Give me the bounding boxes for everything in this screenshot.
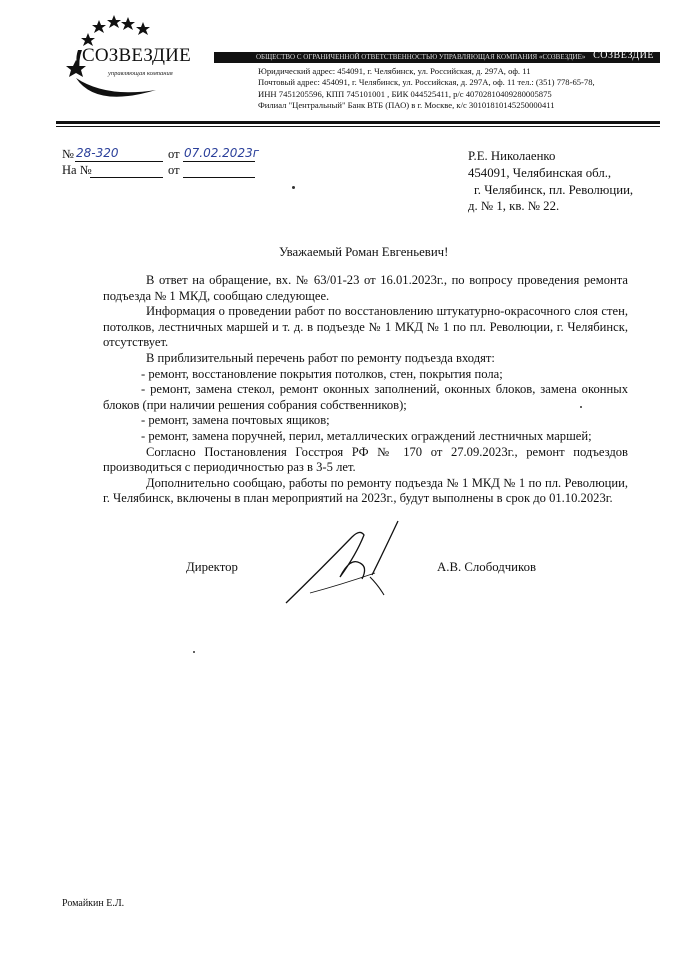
scan-speck [193, 651, 195, 653]
postal-address: Почтовый адрес: 454091, г. Челябинск, ул. Российская, д. 297А, оф. 11 тел.: (351) 778-65-78, [258, 77, 595, 88]
outgoing-date-label: от [168, 147, 180, 161]
paragraph-plan: Дополнительно сообщаю, работы по ремонту подъезда № 1 МКД № 1 по пл. Революции, г. Челябинск, включены в план мероприятий на 2023г., будут выполнены в срок до 01.10.2023г. [103, 475, 628, 506]
paragraph-list-intro: В приблизительный перечень работ по ремонту подъезда входят: [146, 350, 495, 365]
scan-speck [292, 186, 295, 189]
company-name-band [214, 52, 660, 63]
signatory-title: Директор [186, 560, 238, 574]
reference-date-line [183, 177, 255, 178]
paragraph-info: Информация о проведении работ по восстановлению штукатурно-окрасочного слоя стен, потолков, лестничных маршей и т. д. в подъезде № 1 МКД № 1 по пл. Революции, г. Челябинск, отсутствует. [103, 304, 628, 350]
outgoing-number-line [75, 161, 163, 162]
bank-details: Филиал "Центральный" Банк ВТБ (ПАО) в г. Москве, к/с 30101810145250000411 [258, 99, 555, 110]
company-requisites [258, 66, 595, 111]
addressee-block [468, 148, 633, 215]
list-item: - ремонт, восстановление покрытия потолков, стен, покрытия пола; [141, 366, 503, 381]
list-item: - ремонт, замена поручней, перил, металлических ограждений лестничных маршей; [141, 428, 592, 443]
list-item: - ремонт, замена стекол, ремонт оконных заполнений, оконных блоков, замена оконных блоков (при наличии решения собрания собственников); [103, 382, 628, 412]
reference-number-line [90, 177, 163, 178]
addressee-line-2: 454091, Челябинская обл., [468, 165, 612, 180]
tax-requisites: ИНН 7451205596, КПП 745101001 , БИК 044525411, р/с 40702810409280005875 [258, 88, 552, 99]
executor-name: Ромайкин Е.Л. [62, 898, 125, 909]
outgoing-number-label: № [62, 147, 74, 161]
outgoing-date-line [183, 161, 255, 162]
company-full-name: ОБЩЕСТВО С ОГРАНИЧЕННОЙ ОТВЕТСТВЕННОСТЬЮ УПРАВЛЯЮЩАЯ КОМПАНИЯ «СОЗВЕЗДИЕ» [256, 53, 586, 61]
signatory-name: А.В. Слободчиков [437, 560, 537, 574]
reference-date-label: от [168, 163, 180, 177]
scan-speck [580, 406, 582, 408]
letter-body [103, 273, 628, 507]
outgoing-date: 07.02.2023г [184, 146, 260, 160]
addressee-line-4: д. № 1, кв. № 22. [468, 199, 560, 214]
band-brand-name: СОЗВЕЗДИЕ [593, 52, 654, 61]
paragraph-regulation: Согласно Постановления Госстроя РФ № 170 от 27.09.2023г., ремонт подъездов производиться с периодичностью раз в 3-5 лет. [103, 444, 628, 475]
header-rule-thin [56, 126, 660, 127]
logo-subtitle: управляющая компания [108, 70, 173, 77]
header-rule-thick [56, 121, 660, 124]
handwritten-signature [280, 515, 420, 610]
reference-number-label: На № [62, 163, 92, 177]
list-item: - ремонт, замена почтовых ящиков; [141, 413, 330, 428]
addressee-name: Р.Е. Николаенко [468, 149, 556, 163]
paragraph-intro: В ответ на обращение, вх. № 63/01-23 от 16.01.2023г., по вопросу проведения ремонта подъезда № 1 МКД, сообщаю следующее. [103, 273, 628, 303]
addressee-line-3: г. Челябинск, пл. Революции, [474, 182, 634, 197]
logo-wordmark: СОЗВЕЗДИЕ [82, 45, 191, 66]
legal-address: Юридический адрес: 454091, г. Челябинск, ул. Российская, д. 297А, оф. 11 [258, 66, 531, 76]
outgoing-number: 28-320 [76, 146, 119, 160]
greeting: Уважаемый Роман Евгеньевич! [279, 245, 449, 259]
